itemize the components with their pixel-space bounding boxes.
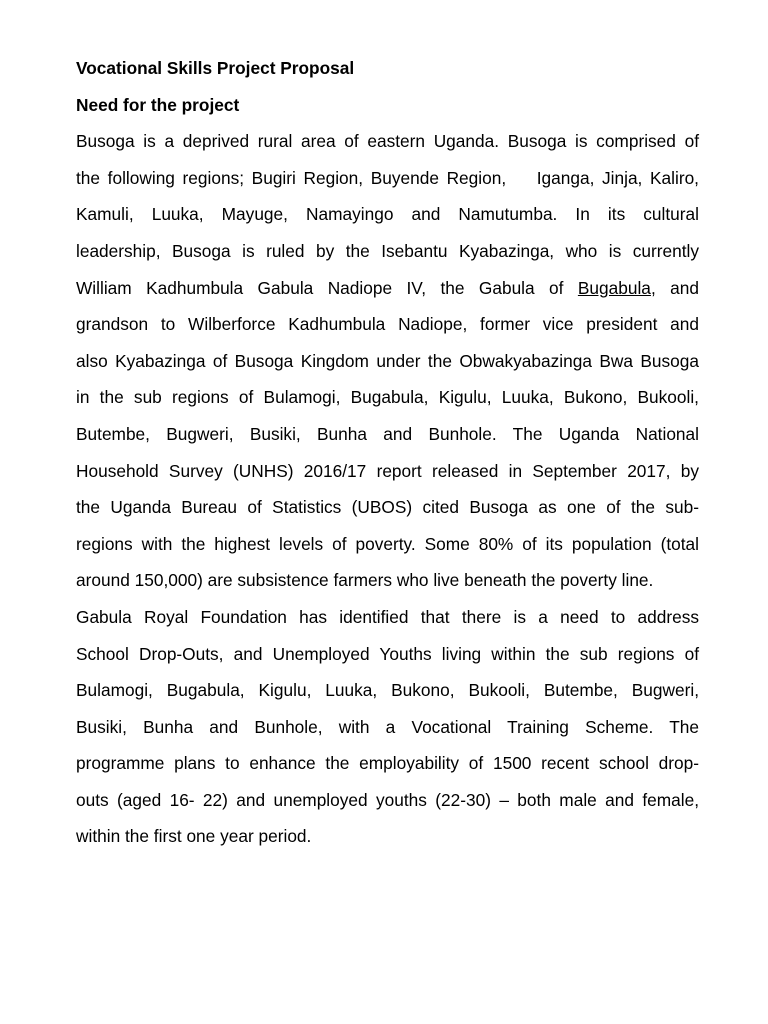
text-line: programme plans to enhance the employability of 1500 recent school drop- bbox=[76, 753, 699, 774]
text-line: Kamuli, Luuka, Mayuge, Namayingo and Namutumba. In its cultural bbox=[76, 204, 699, 225]
text-span: , and bbox=[650, 277, 699, 298]
text-line: regions with the highest levels of poverty. Some 80% of its population (total bbox=[76, 533, 699, 554]
text-line: Gabula Royal Foundation has identified that there is a need to address bbox=[76, 606, 699, 627]
text-line: Busoga is a deprived rural area of eastern Uganda. Busoga is comprised of bbox=[76, 131, 699, 152]
text-line: also Kyabazinga of Busoga Kingdom under the Obwakyabazinga Bwa Busoga bbox=[76, 350, 699, 371]
text-line bbox=[76, 270, 699, 307]
section-heading: Need for the project bbox=[76, 94, 240, 115]
text-line: in the sub regions of Bulamogi, Bugabula, Kigulu, Luuka, Bukono, Bukooli, bbox=[76, 387, 699, 408]
text-line: within the first one year period. bbox=[76, 826, 312, 847]
bugabula-link[interactable]: Bugabula bbox=[577, 277, 651, 298]
text-span: William Kadhumbula Gabula Nadiope IV, the Gabula of bbox=[76, 277, 578, 298]
text-line: leadership, Busoga is ruled by the Isebantu Kyabazinga, who is currently bbox=[76, 240, 699, 261]
text-line: Bulamogi, Bugabula, Kigulu, Luuka, Bukono, Bukooli, Butembe, Bugweri, bbox=[76, 680, 699, 701]
text-line: grandson to Wilberforce Kadhumbula Nadiope, former vice president and bbox=[76, 314, 699, 335]
text-line: the Uganda Bureau of Statistics (UBOS) cited Busoga as one of the sub- bbox=[76, 497, 699, 518]
text-line: School Drop-Outs, and Unemployed Youths living within the sub regions of bbox=[76, 643, 699, 664]
paragraph-foundation bbox=[76, 599, 699, 855]
text-line: around 150,000) are subsistence farmers who live beneath the poverty line. bbox=[76, 570, 654, 591]
text-line: Household Survey (UNHS) 2016/17 report released in September 2017, by bbox=[76, 460, 699, 481]
text-line: Busiki, Bunha and Bunhole, with a Vocational Training Scheme. The bbox=[76, 716, 699, 737]
paragraph-need bbox=[76, 123, 699, 599]
text-line: Butembe, Bugweri, Busiki, Bunha and Bunhole. The Uganda National bbox=[76, 423, 699, 444]
document-page bbox=[76, 50, 699, 855]
document-title: Vocational Skills Project Proposal bbox=[76, 58, 355, 78]
text-line: the following regions; Bugiri Region, Buyende Region, Iganga, Jinja, Kaliro, bbox=[76, 167, 699, 188]
text-line: outs (aged 16- 22) and unemployed youths (22-30) – both male and female, bbox=[76, 789, 699, 810]
